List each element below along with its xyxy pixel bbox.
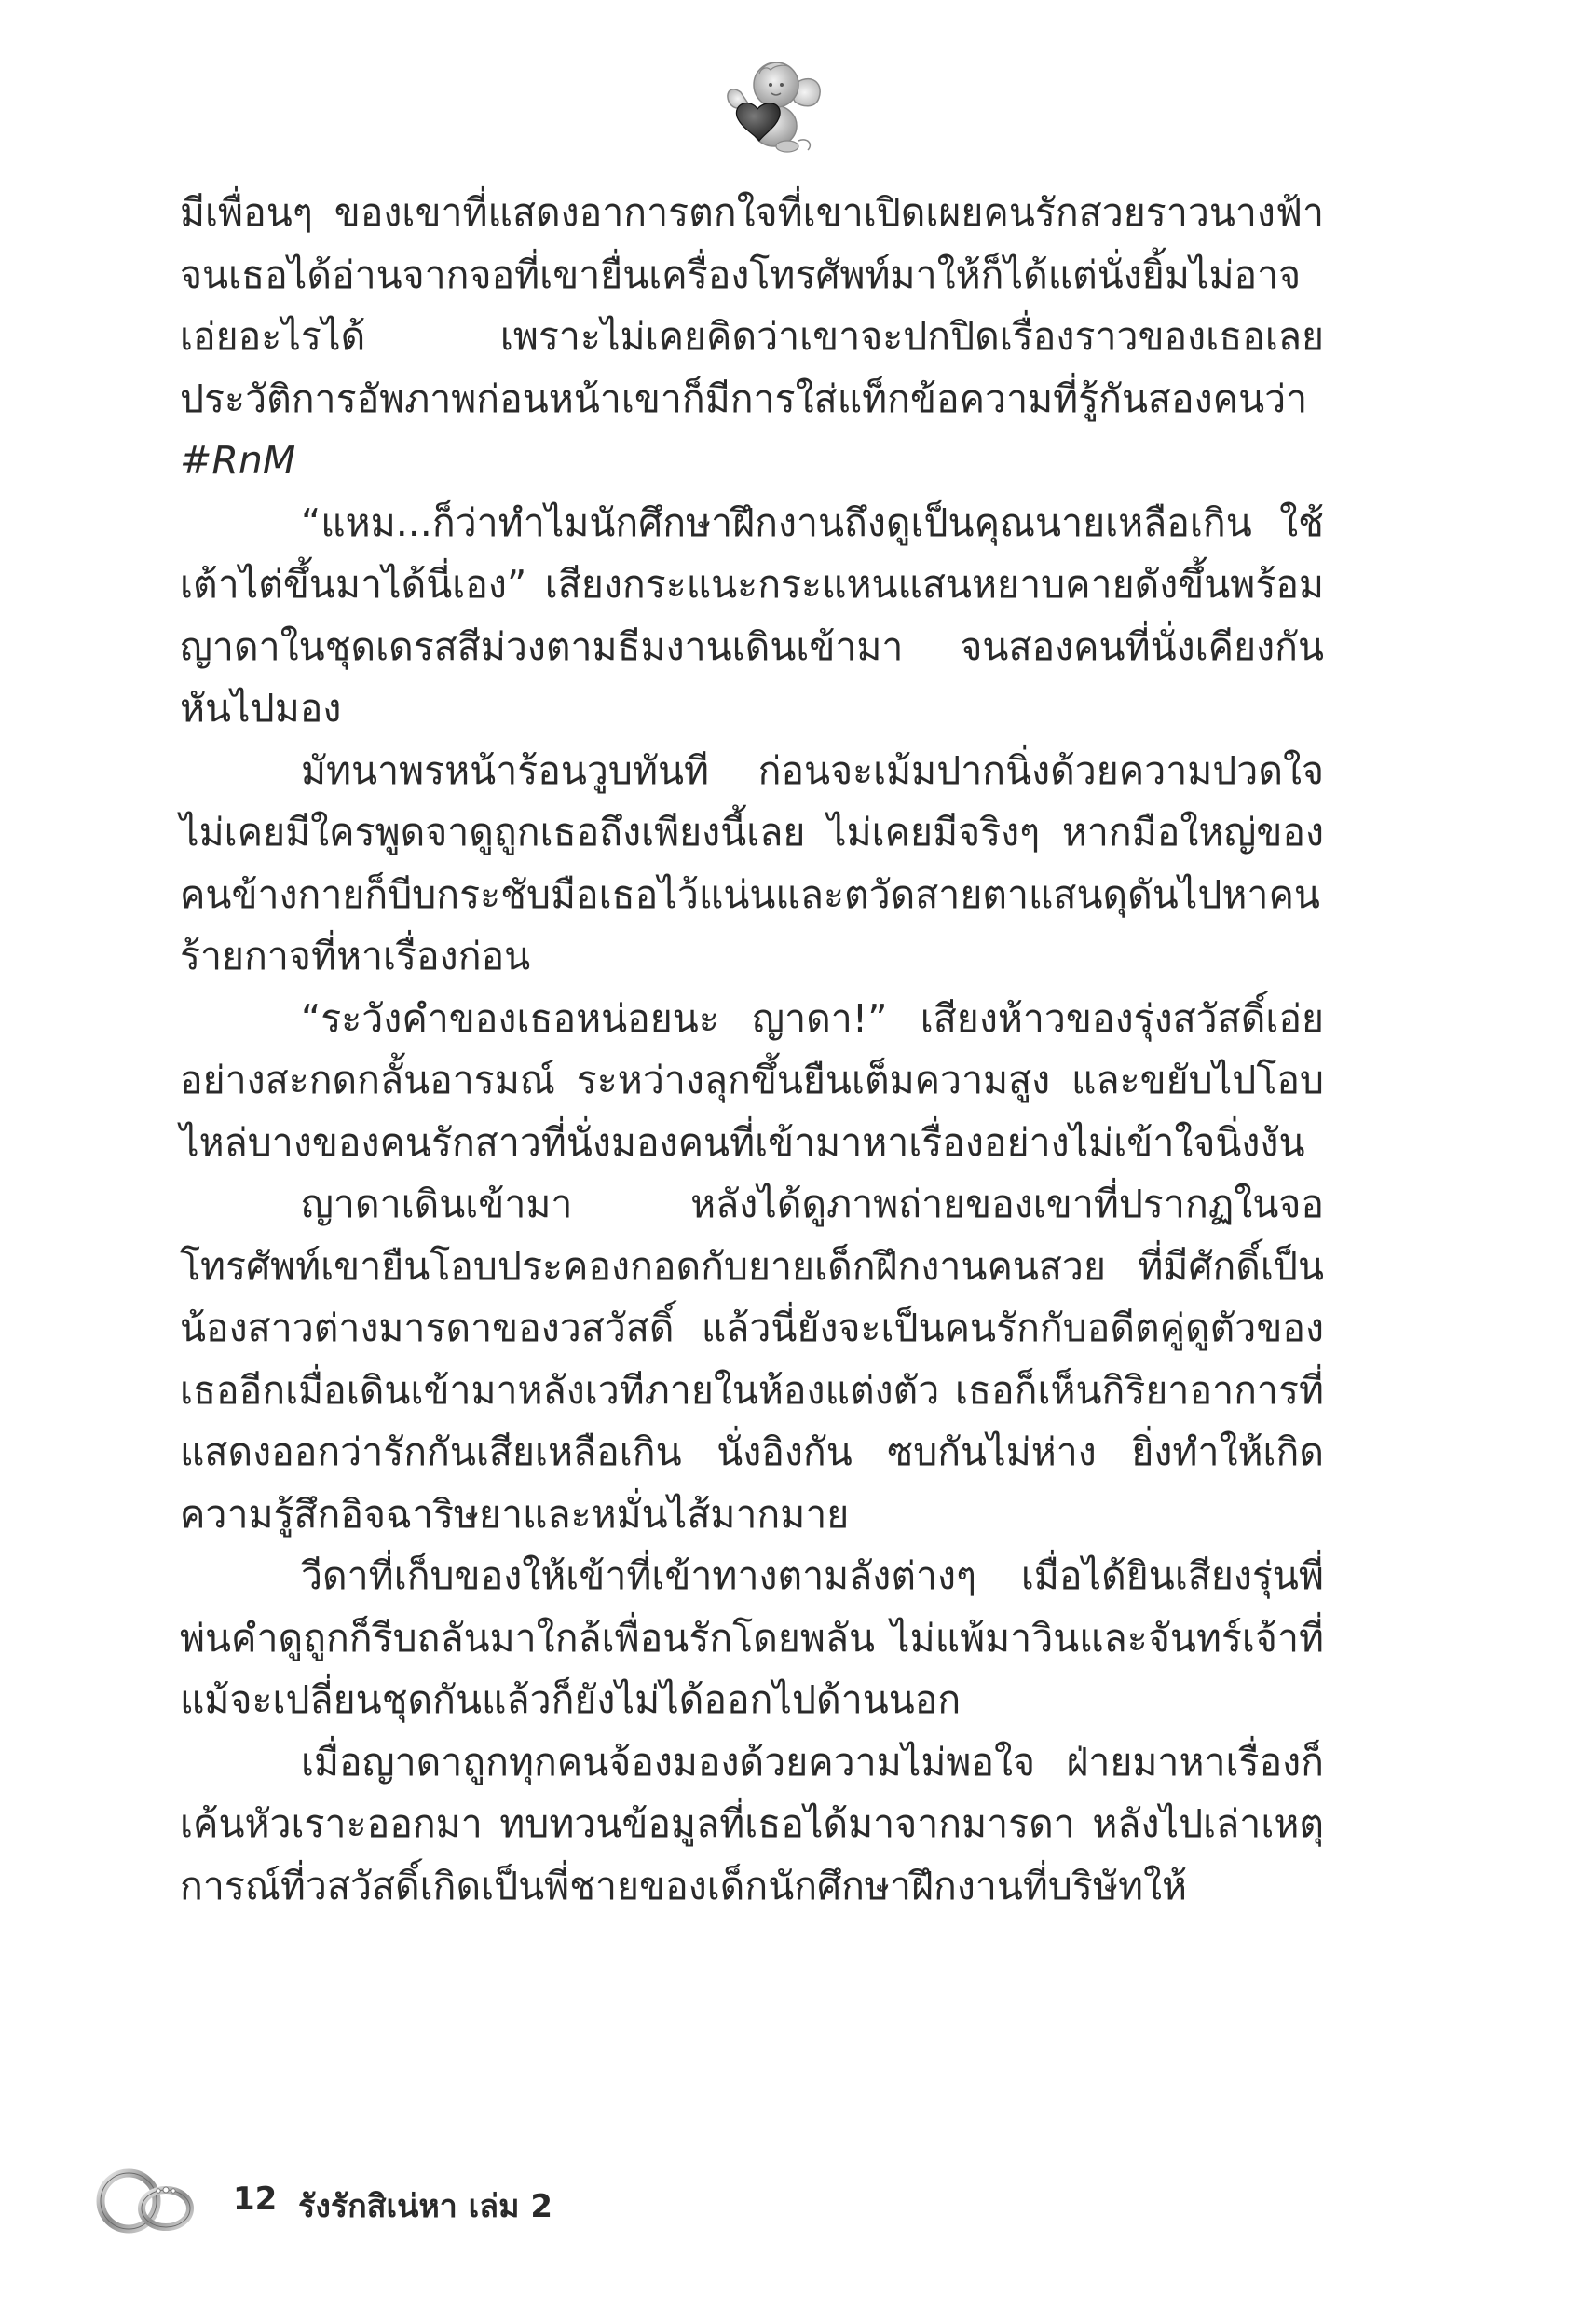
paragraph: “ระวังคำของเธอหน่อยนะ ญาดา!” เสียงห้าวของรุ่งสวัสดิ์เอ่ยอย่างสะกดกลั้นอารมณ์ ระหว่างลุกขึ้นยืนเต็มความสูง และขยับไปโอบไหล่บางของคนรักสาวที่นั่งมองคนที่เข้ามาหาเรื่องอย่างไม่เข้าใจนิ่งงัน: [180, 995, 1324, 1165]
cherub-heart-icon: [722, 51, 826, 158]
body-text: [180, 182, 1324, 1917]
book-title: รังรักสิเน่หา เล่ม 2: [298, 2188, 553, 2225]
paragraph: “แหม...ก็ว่าทำไมนักศึกษาฝึกงานถึงดูเป็นคุณนายเหลือเกิน ใช้เต้าไต่ขึ้นมาได้นี่เอง” เสียงกระแนะกระแหนแสนหยาบคายดังขึ้นพร้อมญาดาในชุดเดรสสีม่วงตามธีมงานเดินเข้ามา จนสองคนที่นั่งเคียงกันหันไปมอง: [180, 499, 1324, 731]
wedding-rings-icon: [93, 2162, 200, 2236]
paragraph: มัทนาพรหน้าร้อนวูบทันที ก่อนจะเม้มปากนิ่งด้วยความปวดใจ ไม่เคยมีใครพูดจาดูถูกเธอถึงเพียงนี้เลย ไม่เคยมีจริงๆ หากมือใหญ่ของคนข้างกายก็บีบกระชับมือเธอไว้แน่นและตวัดสายตาแสนดุดันไปหาคนร้ายกาจที่หาเรื่องก่อน: [180, 747, 1324, 978]
paragraph: วีดาที่เก็บของให้เข้าที่เข้าทางตามลังต่างๆ เมื่อได้ยินเสียงรุ่นพี่พ่นคำดูถูกก็รีบถลันมาใกล้เพื่อนรักโดยพลัน ไม่แพ้มาวินและจันทร์เจ้าที่แม้จะเปลี่ยนชุดกันแล้วก็ยังไม่ได้ออกไปด้านนอก: [180, 1553, 1324, 1722]
hashtag: #RnM: [180, 438, 296, 483]
page-footer: [93, 2162, 745, 2236]
paragraph: [180, 182, 1324, 492]
paragraph: เมื่อญาดาถูกทุกคนจ้องมองด้วยความไม่พอใจ ฝ่ายมาหาเรื่องก็เค้นหัวเราะออกมา ทบทวนข้อมูลที่เธอได้มาจากมารดา หลังไปเล่าเหตุการณ์ที่วสวัสดิ์เกิดเป็นพี่ชายของเด็กนักศึกษาฝึกงานที่บริษัทให้: [180, 1739, 1324, 1908]
page-number: 12: [233, 2181, 278, 2218]
paragraph-text: มีเพื่อนๆ ของเขาที่แสดงอาการตกใจที่เขาเปิดเผยคนรักสวยราวนางฟ้า จนเธอได้อ่านจากจอที่เขายื่นเครื่องโทรศัพท์มาให้ก็ได้แต่นั่งยิ้มไม่อาจเอ่ยอะไรได้ เพราะไม่เคยคิดว่าเขาจะปกปิดเรื่องราวของเธอเลย ประวัติการอัพภาพก่อนหน้าเขาก็มีการใส่แท็กข้อความที่รู้กันสองคนว่า: [180, 190, 1324, 421]
paragraph: ญาดาเดินเข้ามา หลังได้ดูภาพถ่ายของเขาที่ปรากฏในจอโทรศัพท์เขายืนโอบประคองกอดกับยายเด็กฝึกงานคนสวย ที่มีศักดิ์เป็นน้องสาวต่างมารดาของวสวัสดิ์ แล้วนี่ยังจะเป็นคนรักกับอดีตคู่ดูตัวของเธออีกเมื่อเดินเข้ามาหลังเวทีภายในห้องแต่งตัว เธอก็เห็นกิริยาอาการที่แสดงออกว่ารักกันเสียเหลือเกิน นั่งอิงกัน ซบกันไม่ห่าง ยิ่งทำให้เกิดความรู้สึกอิจฉาริษยาและหมั่นไส้มากมาย: [180, 1182, 1324, 1537]
